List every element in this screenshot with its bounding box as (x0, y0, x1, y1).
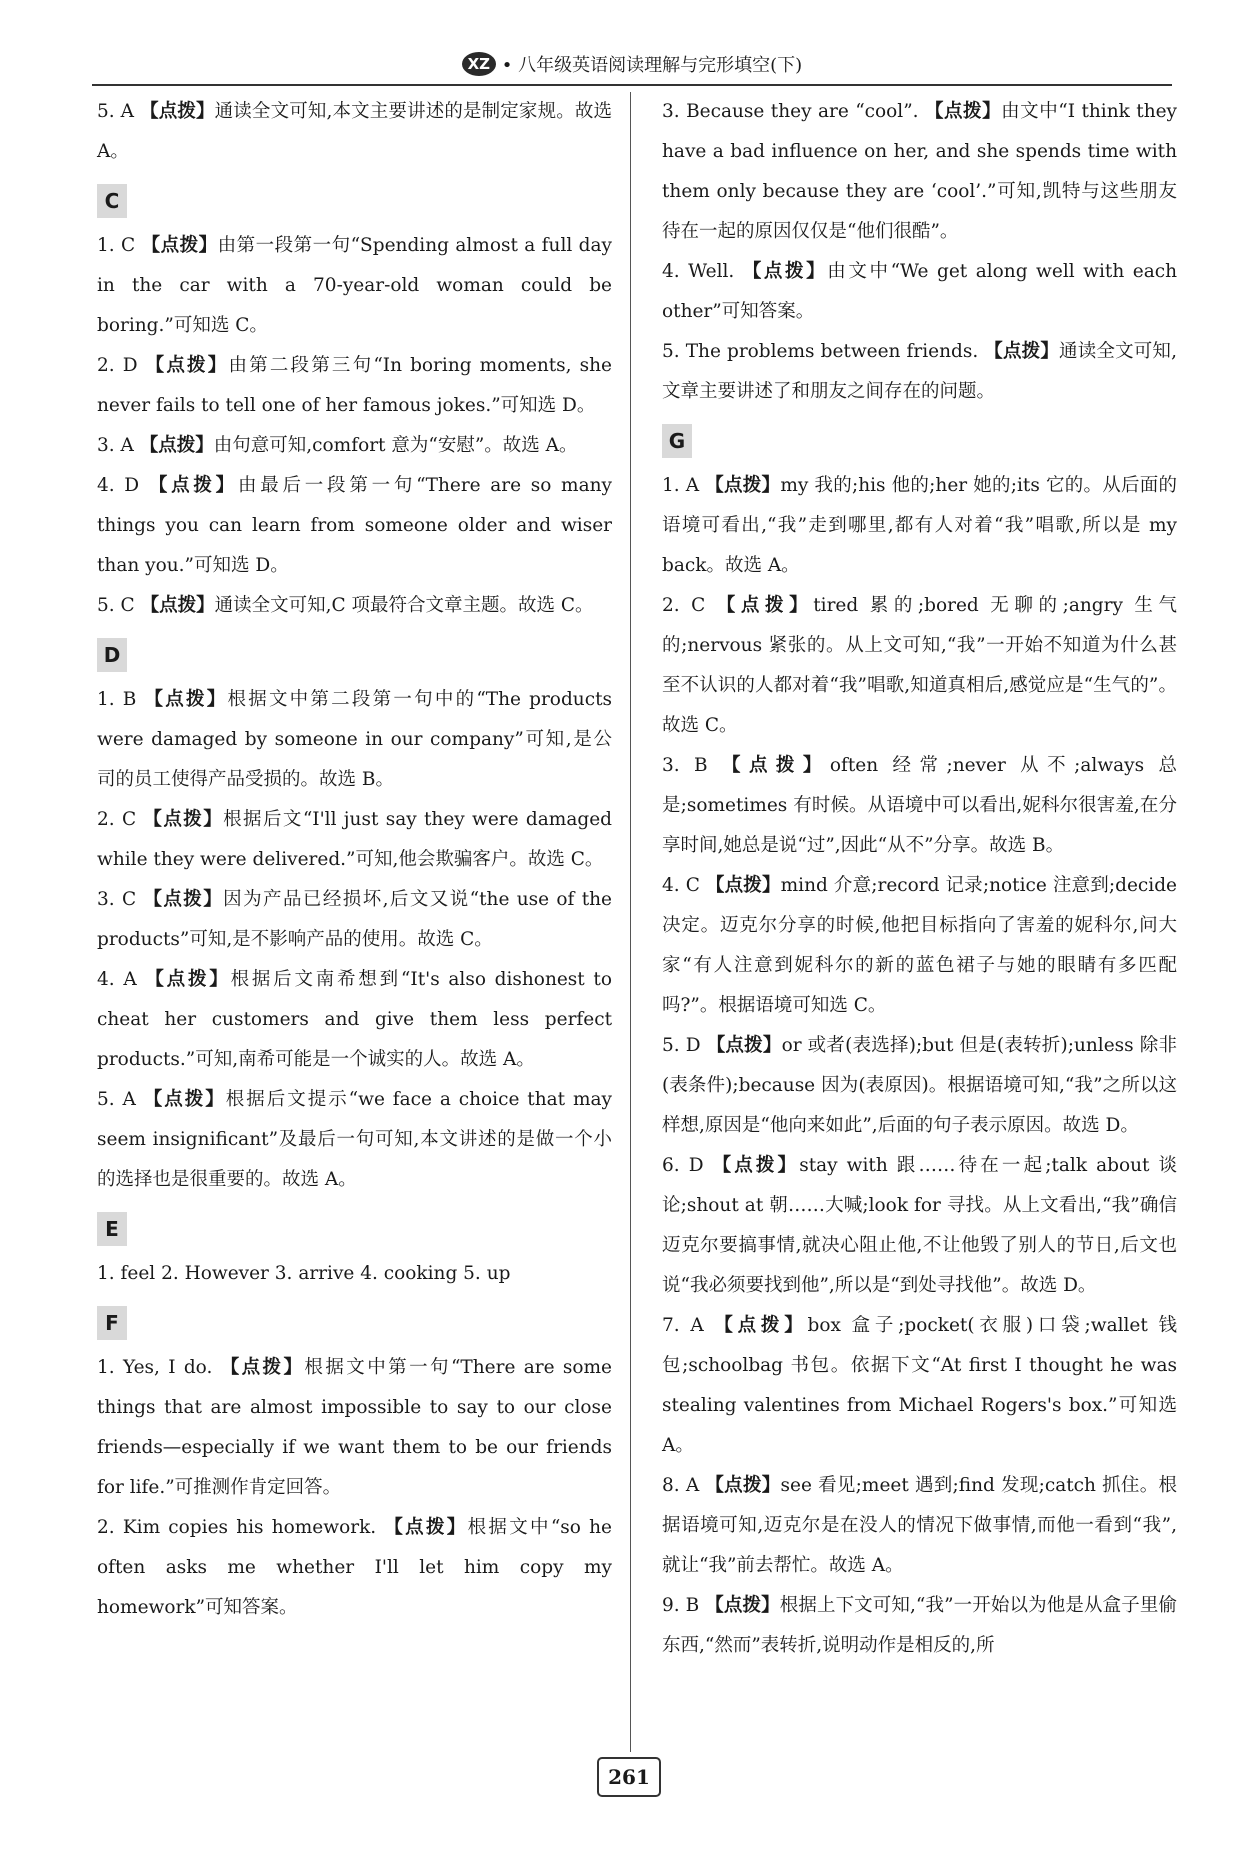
hint-marker: 【点拨】 (220, 1357, 305, 1378)
section-g-label: G (662, 424, 692, 458)
hint-marker: 【点拨】 (984, 341, 1060, 362)
hint-marker: 【点拨】 (384, 1517, 468, 1538)
hint-marker: 【点拨】 (716, 595, 814, 616)
hint-marker: 【点拨】 (139, 435, 214, 456)
answer-f5: 5. The problems between friends. 【点拨】通读全文可知,文章主要讲述了和朋友之间存在的问题。 (662, 341, 1177, 402)
answer-g2: 2. C 【点拨】tired 累的;bored 无聊的;angry 生气的;nervous 紧张的。从上文可知,“我”一开始不知道为什么甚至不认识的人都对着“我”唱歌,知道真相后,感觉应是“生气的”。故选 C。 (662, 595, 1177, 736)
hint-marker: 【点拨】 (712, 1155, 800, 1176)
page-header (92, 44, 1172, 86)
answer-g4: 4. C 【点拨】mind 介意;record 记录;notice 注意到;decide 决定。迈克尔分享的时候,他把目标指向了害羞的妮科尔,问大家“有人注意到妮科尔的新的蓝色裙子与她的眼睛有多匹配吗?”。根据语境可知选 C。 (662, 875, 1177, 1016)
answer-c5: 5. C 【点拨】通读全文可知,C 项最符合文章主题。故选 C。 (97, 595, 594, 616)
answer-e: 1. feel 2. However 3. arrive 4. cooking 5. up (97, 1263, 511, 1284)
hint-marker: 【点拨】 (145, 355, 229, 376)
hint-marker: 【点拨】 (705, 1475, 781, 1496)
series-logo: XZ (462, 52, 496, 76)
hint-marker: 【点拨】 (706, 1035, 782, 1056)
answer-d2: 2. C 【点拨】根据后文“I'll just say they were damaged while they were delivered.”可知,他会欺骗客户。故选 C。 (97, 809, 612, 870)
hint-marker: 【点拨】 (141, 235, 218, 256)
hint-marker: 【点拨】 (742, 261, 828, 282)
book-title: • 八年级英语阅读理解与完形填空(下) (501, 55, 803, 76)
answer-c1: 1. C 【点拨】由第一段第一句“Spending almost a full day in the car with a 70-year-old woman could be boring.”可知选 C。 (97, 235, 612, 336)
hint-marker: 【点拨】 (143, 889, 224, 910)
answer-f4: 4. Well. 【点拨】由文中“We get along well with each other”可知答案。 (662, 261, 1177, 322)
hint-marker: 【点拨】 (148, 475, 238, 496)
answer-d3: 3. C 【点拨】因为产品已经损坏,后文又说“the use of the products”可知,是不影响产品的使用。故选 C。 (97, 889, 612, 950)
answer-g9: 9. B 【点拨】根据上下文可知,“我”一开始以为他是从盒子里偷东西,“然而”表转折,说明动作是相反的,所 (662, 1595, 1177, 1656)
hint-marker: 【点拨】 (140, 101, 215, 122)
answer-g5: 5. D 【点拨】or 或者(表选择);but 但是(表转折);unless 除非(表条件);because 因为(表原因)。根据语境可知,“我”之所以这样想,原因是“他向来如此”,后面的句子表示原因。故选 D。 (662, 1035, 1177, 1136)
column-divider (630, 92, 631, 1752)
section-c-label: C (97, 184, 127, 218)
answer-c3: 3. A 【点拨】由句意可知,comfort 意为“安慰”。故选 A。 (97, 435, 578, 456)
hint-marker: 【点拨】 (705, 475, 781, 496)
hint-marker: 【点拨】 (143, 1089, 226, 1110)
hint-marker: 【点拨】 (721, 755, 830, 776)
hint-marker: 【点拨】 (145, 969, 231, 990)
answer-d5: 5. A 【点拨】根据后文提示“we face a choice that may seem insignificant”及最后一句可知,本文讲述的是做一个小的选择也是很重要的。故选 A。 (97, 1089, 612, 1190)
answer-f1: 1. Yes, I do. 【点拨】根据文中第一句“There are some things that are almost impossible to say to our close friends—especially if we want them to be our friends for life.”可推测作肯定回答。 (97, 1357, 612, 1498)
hint-marker: 【点拨】 (924, 101, 1002, 122)
hint-marker: 【点拨】 (140, 595, 215, 616)
hint-marker: 【点拨】 (144, 689, 228, 710)
section-d-label: D (97, 638, 127, 672)
hint-marker: 【点拨】 (714, 1315, 808, 1336)
answer-d4: 4. A 【点拨】根据后文南希想到“It's also dishonest to cheat her customers and give them less perfect products.”可知,南希可能是一个诚实的人。故选 A。 (97, 969, 612, 1070)
right-column (662, 92, 1177, 1666)
answer-g7: 7. A 【点拨】box 盒子;pocket(衣服)口袋;wallet 钱包;schoolbag 书包。依据下文“At first I thought he was stealing valentines from Michael Rogers's box.”可知选 A。 (662, 1315, 1177, 1456)
answer-f3: 3. Because they are “cool”. 【点拨】由文中“I think they have a bad influence on her, and she spends time with them only because they are ‘cool’.”可知,凯特与这些朋友待在一起的原因仅仅是“他们很酷”。 (662, 101, 1178, 242)
answer-c4: 4. D 【点拨】由最后一段第一句“There are so many things you can learn from someone older and wiser than you.”可知选 D。 (97, 475, 612, 576)
hint-marker: 【点拨】 (705, 875, 781, 896)
answer-g8: 8. A 【点拨】see 看见;meet 遇到;find 发现;catch 抓住。根据语境可知,迈克尔是在没人的情况下做事情,而他一看到“我”,就让“我”前去帮忙。故选 A。 (662, 1475, 1177, 1576)
answer-g1: 1. A 【点拨】my 我的;his 他的;her 她的;its 它的。从后面的语境可看出,“我”走到哪里,都有人对着“我”唱歌,所以是 my back。故选 A。 (662, 475, 1178, 576)
answer-b5: 5. A 【点拨】通读全文可知,本文主要讲述的是制定家规。故选 A。 (97, 101, 612, 162)
hint-marker: 【点拨】 (143, 809, 224, 830)
answer-f2: 2. Kim copies his homework. 【点拨】根据文中“so he often asks me whether I'll let him copy my homework”可知答案。 (97, 1517, 612, 1618)
answer-g3: 3. B 【点拨】often 经常;never 从不;always 总是;sometimes 有时候。从语境中可以看出,妮科尔很害羞,在分享时间,她总是说“过”,因此“从不”分享。故选 B。 (662, 755, 1177, 856)
page-number: 261 (597, 1757, 661, 1797)
section-e-label: E (97, 1212, 127, 1246)
answer-d1: 1. B 【点拨】根据文中第二段第一句中的“The products were damaged by someone in our company”可知,是公司的员工使得产品受损的。故选 B。 (97, 689, 612, 790)
answer-c2: 2. D 【点拨】由第二段第三句“In boring moments, she never fails to tell one of her famous jokes.”可知选 D。 (97, 355, 612, 416)
hint-marker: 【点拨】 (705, 1595, 780, 1616)
left-column (97, 92, 612, 1628)
section-f-label: F (97, 1306, 127, 1340)
answer-g6: 6. D 【点拨】stay with 跟……待在一起;talk about 谈论;shout at 朝……大喊;look for 寻找。从上文看出,“我”确信迈克尔要搞事情,就决心阻止他,不让他毁了别人的节日,后文也说“我必须要找到他”,所以是“到处寻找他”。故选 D。 (662, 1155, 1177, 1296)
